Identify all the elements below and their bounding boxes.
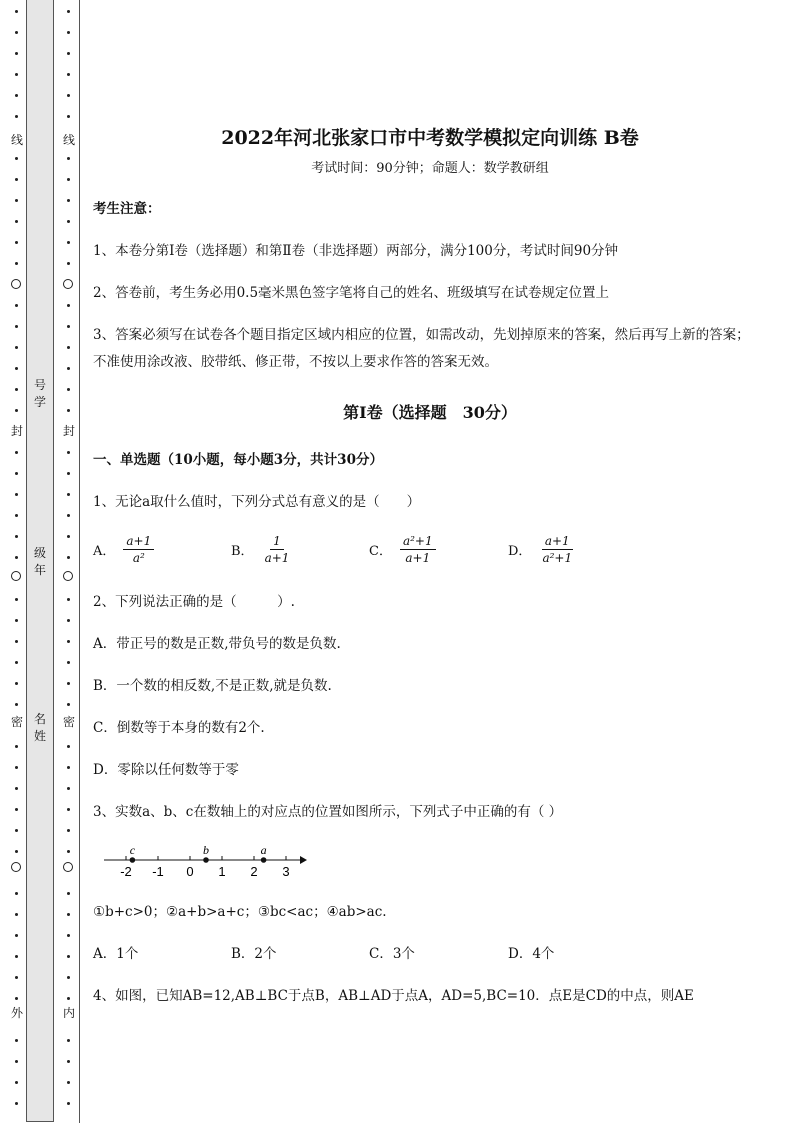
outer-secret-label: 密 [10,715,23,729]
margin-dot [67,598,70,601]
margin-dot [15,598,18,601]
margin-dot [67,262,70,265]
margin-dot [67,409,70,412]
option-label: A． [93,544,116,559]
inner-circle-mark [63,279,73,289]
inner-dot-column [64,0,74,1123]
margin-dot [67,178,70,181]
inner-seal-label: 封 [62,424,75,438]
number-line-tick-label: -2 [120,864,132,879]
fraction [262,534,293,565]
margin-dot [15,220,18,223]
question-3-stem: 3、实数a、b、c在数轴上的对应点的位置如图所示，下列式子中正确的有（ ） [93,804,563,820]
class-field-label: 级年 [33,546,46,577]
q1-option-d [508,534,575,565]
number-line-tick-label: -1 [152,864,164,879]
question-1-stem: 1、无论a取什么值时，下列分式总有意义的是（ ） [93,494,421,510]
margin-dot [67,1102,70,1105]
outer-circle-mark [11,571,21,581]
margin-dot [15,157,18,160]
margin-dot [15,766,18,769]
number-line-point-label: c [129,843,136,857]
margin-dot [67,1081,70,1084]
q3-option-d: D．4个 [508,946,555,962]
fraction-denominator: a²+1 [542,551,573,565]
fraction [400,534,436,565]
number-line-figure [100,840,310,882]
margin-dot [15,850,18,853]
margin-dot [67,304,70,307]
margin-dot [67,325,70,328]
margin-dot [15,892,18,895]
margin-dot [67,451,70,454]
margin-dot [67,388,70,391]
margin-dot [15,682,18,685]
student-id-field-label: 号学 [33,378,46,409]
margin-dot [15,31,18,34]
margin-dot [67,73,70,76]
outer-circle-mark [11,279,21,289]
margin-dot [15,913,18,916]
margin-dot [15,829,18,832]
number-line-point-label: b [203,843,209,857]
margin-dot [15,409,18,412]
inner-line-label: 线 [62,133,75,147]
margin-dot [15,556,18,559]
fraction-denominator: a² [132,551,145,565]
margin-dot [15,199,18,202]
margin-dot [15,115,18,118]
margin-dot [67,10,70,13]
margin-dot [15,262,18,265]
margin-dot [15,325,18,328]
question-4-stem: 4、如图，已知AB=12,AB⊥BC于点B，AB⊥AD于点A，AD=5,BC=10．点E是CD的中点，则AE [93,988,694,1004]
margin-dot [67,955,70,958]
option-label: D． [508,544,532,559]
number-line-tick-label: 3 [282,864,290,879]
margin-dot [67,52,70,55]
margin-dot [67,661,70,664]
margin-dot [67,199,70,202]
notice-item: 1、本卷分第I卷（选择题）和第Ⅱ卷（非选择题）两部分，满分100分，考试时间90分钟 [93,243,619,259]
number-line-tick-label: 0 [186,864,194,879]
margin-dot [67,766,70,769]
outer-line-label: 线 [10,133,23,147]
outer-dot-column [12,0,22,1123]
margin-dot [67,157,70,160]
margin-dot [67,94,70,97]
number-line-tick-label: 2 [250,864,258,879]
number-line-point [130,857,136,863]
part-heading: 一、单选题（10小题，每小题3分，共计30分） [93,452,383,468]
q1-option-c [369,534,436,565]
inner-inside-label: 内 [62,1006,75,1020]
margin-dot [15,472,18,475]
margin-dot [15,1039,18,1042]
margin-dot [67,850,70,853]
margin-dot [15,1060,18,1063]
fraction-denominator: a+1 [405,551,431,565]
margin-dot [67,745,70,748]
margin-dot [67,808,70,811]
margin-dot [15,493,18,496]
outer-seal-label: 封 [10,424,23,438]
q2-option-a: A．带正号的数是正数,带负号的数是负数. [93,636,341,652]
binding-line [79,0,80,1123]
notice-item: 2、答卷前，考生务必用0.5毫米黑色签字笔将自己的姓名、班级填写在试卷规定位置上 [93,285,610,301]
margin-dot [67,976,70,979]
margin-dot [15,346,18,349]
margin-dot [15,388,18,391]
fraction-denominator: a+1 [264,551,290,565]
q2-option-d: D．零除以任何数等于零 [93,762,239,778]
margin-dot [15,73,18,76]
margin-dot [67,682,70,685]
q3-statements: ①b+c>0；②a+b>a+c；③bc<ac；④ab>ac. [93,904,387,920]
margin-dot [67,934,70,937]
margin-dot [67,997,70,1000]
margin-dot [15,94,18,97]
q1-option-a [93,534,154,565]
margin-dot [67,514,70,517]
margin-dot [15,703,18,706]
fraction-numerator: a+1 [123,534,154,550]
option-label: B． [231,544,254,559]
inner-secret-label: 密 [62,715,75,729]
margin-dot [67,346,70,349]
margin-dot [15,955,18,958]
inner-circle-mark [63,862,73,872]
number-line-arrow [300,856,307,864]
margin-dot [67,619,70,622]
notice-item: 3、答案必须写在试卷各个题目指定区域内相应的位置，如需改动，先划掉原来的答案，然后再写上新的答案；不准使用涂改液、胶带纸、修正带，不按以上要求作答的答案无效。 [93,327,750,370]
margin-dot [15,241,18,244]
margin-dot [15,1102,18,1105]
margin-dot [67,115,70,118]
margin-dot [15,997,18,1000]
section-title: 第I卷（选择题 30分） [343,403,517,422]
name-field-label: 名姓 [33,712,46,743]
margin-dot [67,556,70,559]
margin-dot [67,892,70,895]
margin-dot [15,745,18,748]
fraction-numerator: a²+1 [400,534,436,550]
margin-dot [67,1060,70,1063]
q3-option-a: A．1个 [93,946,139,962]
margin-dot [15,787,18,790]
number-line-point [261,857,267,863]
margin-dot [15,451,18,454]
q2-option-c: C．倒数等于本身的数有2个. [93,720,265,736]
option-label: C． [369,544,392,559]
margin-dot [15,976,18,979]
fraction [539,534,575,565]
exam-subtitle: 考试时间：90分钟；命题人：数学教研组 [311,161,549,176]
margin-dot [67,472,70,475]
margin-dot [67,493,70,496]
margin-dot [15,619,18,622]
margin-dot [15,808,18,811]
q2-option-b: B．一个数的相反数,不是正数,就是负数. [93,678,332,694]
notice-heading: 考生注意： [93,201,161,217]
margin-dot [15,514,18,517]
margin-dot [67,1039,70,1042]
margin-dot [67,241,70,244]
margin-dot [15,535,18,538]
margin-dot [67,787,70,790]
question-2-stem: 2、下列说法正确的是（ ）. [93,594,295,610]
margin-dot [67,640,70,643]
outer-outside-label: 外 [10,1006,23,1020]
q3-option-c: C．3个 [369,946,415,962]
margin-dot [15,934,18,937]
margin-dot [67,703,70,706]
margin-dot [15,52,18,55]
margin-dot [15,10,18,13]
q3-option-b: B．2个 [231,946,277,962]
margin-dot [15,178,18,181]
margin-dot [15,367,18,370]
inner-circle-mark [63,571,73,581]
fraction [123,534,154,565]
margin-dot [67,913,70,916]
margin-dot [67,829,70,832]
exam-title: 2022年河北张家口市中考数学模拟定向训练 B卷 [221,127,639,149]
margin-dot [15,640,18,643]
q1-option-b [231,534,292,565]
number-line-tick-label: 1 [218,864,226,879]
margin-dot [67,367,70,370]
fraction-numerator: 1 [270,534,284,550]
margin-dot [15,1081,18,1084]
margin-dot [15,304,18,307]
outer-circle-mark [11,862,21,872]
number-line-point [203,857,209,863]
margin-dot [15,661,18,664]
number-line-point-label: a [260,843,267,857]
margin-dot [67,535,70,538]
fraction-numerator: a+1 [542,534,573,550]
margin-dot [67,220,70,223]
margin-dot [67,31,70,34]
